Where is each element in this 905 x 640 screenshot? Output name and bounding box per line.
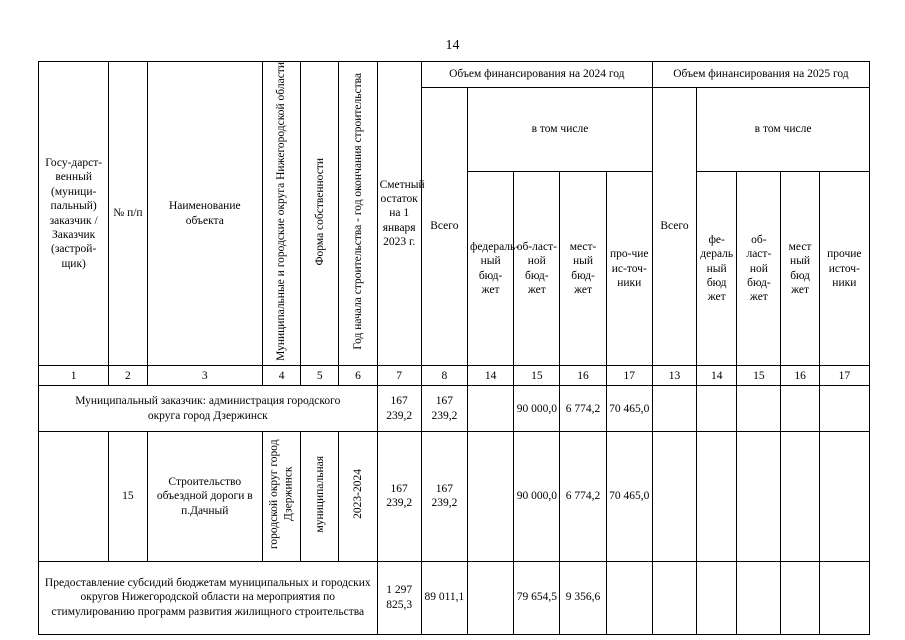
customer-label bbox=[39, 386, 378, 432]
header-local-2025: мест ный бюд жет bbox=[781, 172, 819, 366]
object-number: 15 bbox=[109, 432, 147, 561]
header-ownership bbox=[301, 62, 339, 366]
column-numbers-row bbox=[39, 366, 870, 386]
col-number-cell: 2 bbox=[109, 366, 147, 386]
header-customer: Госу-дарст-венный (муници-пальный) заказчик / Заказчик (застрой-щик) bbox=[39, 62, 109, 366]
object-ownership-text: муниципальная bbox=[313, 455, 326, 533]
col-number-cell: 16 bbox=[781, 366, 819, 386]
col-number-cell: 16 bbox=[560, 366, 606, 386]
header-row-group bbox=[39, 62, 870, 88]
object-district-text: городской округ город Дзержинск bbox=[268, 439, 295, 550]
header-years-text: Год начала строительства - год окончания строительства bbox=[351, 73, 364, 350]
header-financing-2024: Объем финансирования на 2024 год bbox=[421, 62, 652, 88]
subsidy-total-2025 bbox=[652, 561, 696, 634]
header-district bbox=[263, 62, 301, 366]
header-including-2024: в том числе bbox=[467, 88, 652, 172]
subsidy-other-2025 bbox=[819, 561, 869, 634]
table-row-subsidy bbox=[39, 561, 870, 634]
customer-label-text: Муниципальный заказчик: администрация городского округа город Дзержинск bbox=[75, 395, 341, 422]
object-total-2024: 167 239,2 bbox=[421, 432, 467, 561]
subsidy-local-2024: 9 356,6 bbox=[560, 561, 606, 634]
object-other-2025 bbox=[819, 432, 869, 561]
object-name: Строительство объездной дороги в п.Дачный bbox=[147, 432, 263, 561]
subsidy-label: Предоставление субсидий бюджетам муниципальных и городских округов Нижегородской области на мероприятия по стимулированию программ развития жилищного строительства bbox=[39, 561, 378, 634]
header-number: № п/п bbox=[109, 62, 147, 366]
col-number-cell: 17 bbox=[819, 366, 869, 386]
customer-federal-2025 bbox=[697, 386, 737, 432]
header-total-2024: Всего bbox=[421, 88, 467, 366]
col-number-cell: 14 bbox=[697, 366, 737, 386]
subsidy-total-2024: 89 011,1 bbox=[421, 561, 467, 634]
col-number-cell: 8 bbox=[421, 366, 467, 386]
customer-local-2025 bbox=[781, 386, 819, 432]
header-including-2025: в том числе bbox=[697, 88, 870, 172]
col-number-cell: 4 bbox=[263, 366, 301, 386]
table-row-object bbox=[39, 432, 870, 561]
subsidy-estimate: 1 297 825,3 bbox=[377, 561, 421, 634]
header-object-name: Наименование объекта bbox=[147, 62, 263, 366]
header-ownership-text: Форма собственности bbox=[313, 157, 326, 266]
col-number-cell: 15 bbox=[514, 366, 560, 386]
customer-federal-2024 bbox=[467, 386, 513, 432]
customer-other-2024: 70 465,0 bbox=[606, 386, 652, 432]
subsidy-regional-2025 bbox=[737, 561, 781, 634]
customer-total-2024: 167 239,2 bbox=[421, 386, 467, 432]
header-financing-2025: Объем финансирования на 2025 год bbox=[652, 62, 869, 88]
col-number-cell: 7 bbox=[377, 366, 421, 386]
header-regional-2025: об-ласт-ной бюд-жет bbox=[737, 172, 781, 366]
object-customer bbox=[39, 432, 109, 561]
object-years bbox=[339, 432, 377, 561]
col-number-cell: 3 bbox=[147, 366, 263, 386]
subsidy-other-2024 bbox=[606, 561, 652, 634]
subsidy-federal-2025 bbox=[697, 561, 737, 634]
customer-regional-2025 bbox=[737, 386, 781, 432]
header-federal-2024: федераль-ный бюд-жет bbox=[467, 172, 513, 366]
object-other-2024: 70 465,0 bbox=[606, 432, 652, 561]
customer-other-2025 bbox=[819, 386, 869, 432]
subsidy-regional-2024: 79 654,5 bbox=[514, 561, 560, 634]
financing-table bbox=[38, 61, 870, 635]
customer-regional-2024: 90 000,0 bbox=[514, 386, 560, 432]
object-federal-2024 bbox=[467, 432, 513, 561]
object-local-2024: 6 774,2 bbox=[560, 432, 606, 561]
object-federal-2025 bbox=[697, 432, 737, 561]
col-number-cell: 6 bbox=[339, 366, 377, 386]
subsidy-federal-2024 bbox=[467, 561, 513, 634]
subsidy-local-2025 bbox=[781, 561, 819, 634]
header-estimate: Сметный остаток на 1 января 2023 г. bbox=[377, 62, 421, 366]
page-number: 14 bbox=[445, 38, 460, 53]
header-local-2024: мест-ный бюд-жет bbox=[560, 172, 606, 366]
object-years-text: 2023-2024 bbox=[351, 469, 364, 520]
object-estimate: 167 239,2 bbox=[377, 432, 421, 561]
object-ownership bbox=[301, 432, 339, 561]
header-district-text: Муниципальные и городские округа Нижегородской области bbox=[275, 62, 288, 361]
table-row-customer bbox=[39, 386, 870, 432]
object-regional-2024: 90 000,0 bbox=[514, 432, 560, 561]
col-number-cell: 1 bbox=[39, 366, 109, 386]
header-years bbox=[339, 62, 377, 366]
object-district bbox=[263, 432, 301, 561]
customer-total-2025 bbox=[652, 386, 696, 432]
customer-estimate: 167 239,2 bbox=[377, 386, 421, 432]
object-regional-2025 bbox=[737, 432, 781, 561]
col-number-cell: 13 bbox=[652, 366, 696, 386]
col-number-cell: 15 bbox=[737, 366, 781, 386]
header-other-2025: прочие источ-ники bbox=[819, 172, 869, 366]
header-total-2025: Всего bbox=[652, 88, 696, 366]
customer-local-2024: 6 774,2 bbox=[560, 386, 606, 432]
object-local-2025 bbox=[781, 432, 819, 561]
col-number-cell: 5 bbox=[301, 366, 339, 386]
header-regional-2024: об-ласт-ной бюд-жет bbox=[514, 172, 560, 366]
header-other-2024: про-чие ис-точ-ники bbox=[606, 172, 652, 366]
col-number-cell: 14 bbox=[467, 366, 513, 386]
object-total-2025 bbox=[652, 432, 696, 561]
header-federal-2025: фе-дераль ный бюд жет bbox=[697, 172, 737, 366]
col-number-cell: 17 bbox=[606, 366, 652, 386]
